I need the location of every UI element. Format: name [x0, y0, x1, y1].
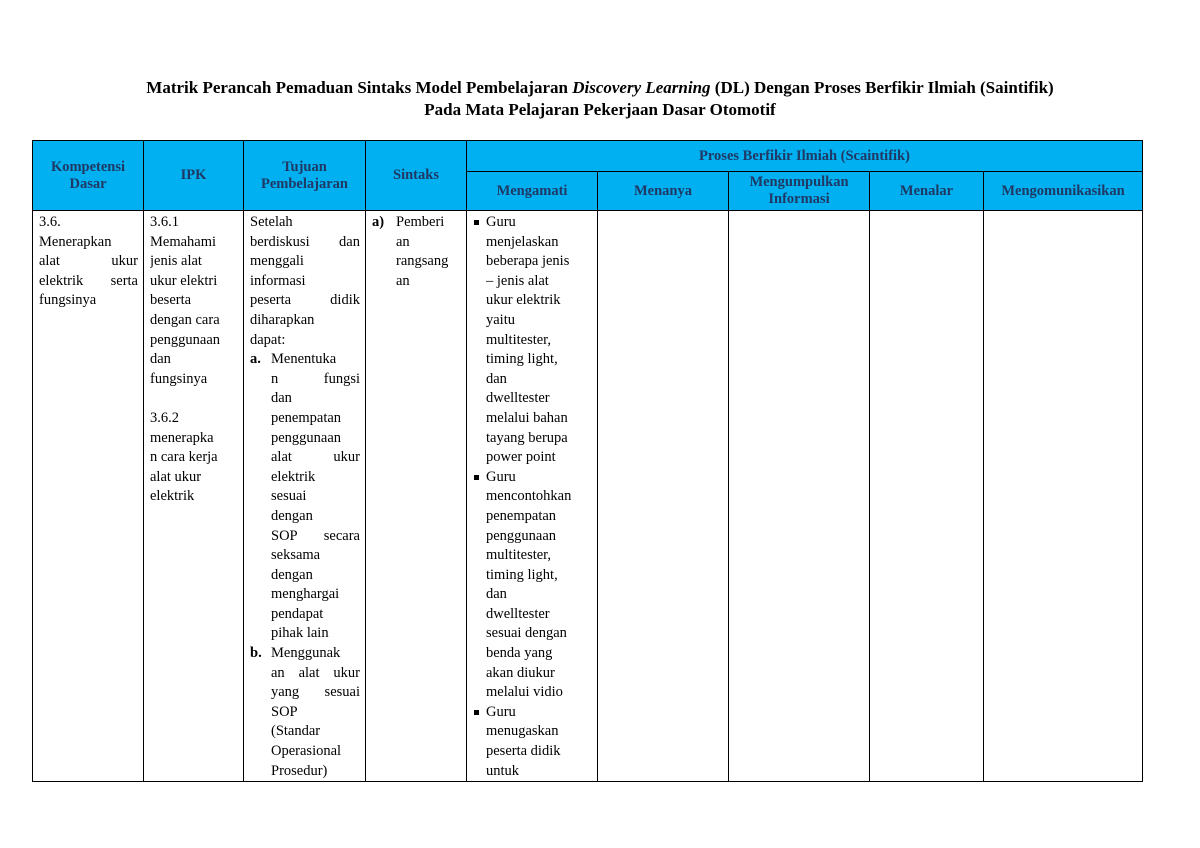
tujuan-item-line: seksama — [271, 547, 321, 564]
mengamati-bullet-text — [486, 468, 592, 703]
header-sintaks: Sintaks — [366, 141, 467, 211]
mengamati-bullet-line: penggunaan — [486, 527, 557, 544]
mengamati-bullet-line: yaitu — [486, 311, 515, 328]
title-prefix: Matrik Perancah Pemaduan Sintaks Model Pembelajaran — [146, 78, 573, 97]
sintaks-item-line: an — [396, 272, 410, 289]
tujuan-item-line: sesuai — [271, 488, 307, 505]
matrix-table — [32, 140, 1143, 782]
mengamati-bullet-line: dan — [486, 586, 507, 603]
tujuan-item-line: yang sesuai — [271, 684, 360, 701]
kd-paragraph-line: elektrik serta — [39, 272, 138, 289]
cell-menanya — [598, 211, 729, 782]
cell-mengomunikasikan — [984, 211, 1143, 782]
document-title — [0, 77, 1200, 121]
ipk-paragraph-line: fungsinya — [150, 370, 208, 387]
tujuan-item-line: an alat ukur — [271, 664, 360, 681]
mengamati-bullet-line: dan — [486, 370, 507, 387]
tujuan-intro — [250, 213, 360, 350]
sintaks-item-text — [396, 213, 461, 291]
tujuan-item-line: dan — [271, 390, 292, 407]
mengamati-bullet-line: timing light, — [486, 351, 558, 368]
tujuan-item-line: menghargai — [271, 586, 340, 603]
tujuan-item-text — [271, 644, 360, 781]
title-line-2: Pada Mata Pelajaran Pekerjaan Dasar Otomotif — [424, 100, 776, 119]
mengamati-bullet-line: menjelaskan — [486, 233, 559, 250]
mengamati-bullet-line: melalui vidio — [486, 684, 563, 701]
header-kompetensi-dasar-line: Dasar — [69, 175, 107, 192]
mengamati-bullet-line: – jenis alat — [486, 272, 549, 289]
header-ipk: IPK — [144, 141, 244, 211]
header-mengumpulkan-informasi — [729, 172, 870, 211]
mengamati-bullet-line: benda yang — [486, 645, 553, 662]
square-bullet-icon — [473, 468, 486, 488]
mengamati-bullet-line: dwelltester — [486, 605, 550, 622]
tujuan-intro-line: informasi — [250, 272, 306, 289]
tujuan-item-line: Operasional — [271, 743, 342, 760]
header-mengumpulkan-informasi-line: Mengumpulkan — [749, 174, 849, 190]
tujuan-item-line: penempatan — [271, 409, 342, 426]
tujuan-item-line: Prosedur) — [271, 762, 328, 779]
mengamati-bullet-line: power point — [486, 449, 556, 466]
list-marker: a) — [372, 214, 385, 230]
header-kompetensi-dasar-line: Kompetensi — [50, 158, 126, 175]
ipk-paragraph-line: beserta — [150, 292, 192, 309]
tujuan-intro-line: Setelah — [250, 214, 293, 230]
header-tujuan-pembelajaran — [244, 141, 366, 211]
mengamati-bullet-line: untuk — [486, 762, 520, 779]
mengamati-bullet-line: ukur elektrik — [486, 292, 561, 309]
tujuan-item-line: Menentuka — [271, 351, 337, 368]
mengamati-bullet-line: multitester, — [486, 331, 552, 348]
tujuan-item-line: Menggunak — [271, 645, 341, 662]
tujuan-intro-line: menggali — [250, 253, 304, 270]
cell-tujuan-pembelajaran — [244, 211, 366, 782]
mengamati-bullet — [473, 213, 592, 468]
mengamati-bullet — [473, 703, 592, 781]
title-italic-term: Discovery Learning — [572, 78, 711, 97]
tujuan-item — [250, 644, 360, 781]
mengamati-bullet — [473, 468, 592, 703]
kd-paragraph-line: 3.6. — [39, 214, 61, 230]
ipk-paragraph-line: penggunaan — [150, 331, 221, 348]
cell-mengamati — [467, 211, 598, 782]
ipk-paragraph-line: dan — [150, 351, 171, 368]
cell-mengumpulkan-informasi — [729, 211, 870, 782]
mengamati-bullet-line: Guru — [486, 214, 516, 230]
sintaks-item-line: rangsang — [396, 253, 449, 270]
sintaks-item-line: Pemberi — [396, 214, 445, 230]
tujuan-item-line: pihak lain — [271, 625, 329, 642]
tujuan-item — [250, 350, 360, 644]
sintaks-item-line: an — [396, 233, 410, 250]
ipk-paragraph-line: alat ukur — [150, 468, 202, 485]
mengamati-bullet-line: timing light, — [486, 566, 558, 583]
cell-ipk — [144, 211, 244, 782]
sintaks-item — [372, 213, 461, 291]
tujuan-item-line: SOP — [271, 703, 298, 720]
ipk-paragraph — [150, 409, 238, 507]
tujuan-item-line: penggunaan — [271, 429, 342, 446]
ipk-paragraph — [150, 213, 238, 389]
tujuan-intro-line: berdiskusi dan — [250, 233, 360, 250]
cell-kompetensi-dasar — [33, 211, 144, 782]
kd-paragraph-line: Menerapkan — [39, 233, 112, 250]
header-mengamati: Mengamati — [467, 172, 598, 211]
mengamati-bullet-line: tayang berupa — [486, 429, 568, 446]
kd-paragraph — [39, 213, 138, 311]
tujuan-intro-line: diharapkan — [250, 311, 315, 328]
table-body — [33, 211, 1143, 782]
mengamati-bullet-line: melalui bahan — [486, 409, 568, 426]
mengamati-bullet-text — [486, 703, 592, 781]
list-marker: b. — [250, 645, 262, 662]
tujuan-intro-line: peserta didik — [250, 292, 360, 309]
table-row — [33, 211, 1143, 782]
header-menanya: Menanya — [598, 172, 729, 211]
header-kompetensi-dasar — [33, 141, 144, 211]
mengamati-bullet-text — [486, 213, 592, 468]
ipk-paragraph-line: 3.6.1 — [150, 214, 179, 230]
mengamati-bullet-line: Guru — [486, 468, 516, 485]
ipk-paragraph-line: Memahami — [150, 233, 217, 250]
mengamati-bullet-line: menugaskan — [486, 723, 559, 740]
mengamati-bullet-line: dwelltester — [486, 390, 550, 407]
ipk-paragraph-line: 3.6.2 — [150, 409, 179, 426]
ipk-paragraph-line: dengan cara — [150, 311, 220, 328]
mengamati-bullet-line: beberapa jenis — [486, 253, 570, 270]
list-marker: a. — [250, 351, 261, 368]
header-row-1 — [33, 141, 1143, 172]
ipk-paragraph-line: menerapka — [150, 429, 214, 446]
header-tujuan-pembelajaran-line: Tujuan — [282, 158, 327, 175]
ipk-paragraph-line: elektrik — [150, 488, 195, 505]
table-header — [33, 141, 1143, 211]
title-line-1 — [0, 77, 1200, 99]
tujuan-item-line: dengan — [271, 566, 313, 583]
tujuan-intro-line: dapat: — [250, 331, 286, 348]
tujuan-item-line: pendapat — [271, 605, 324, 622]
tujuan-item-line: elektrik — [271, 468, 316, 485]
tujuan-item-text — [271, 350, 360, 644]
mengamati-bullet-line: akan diukur — [486, 664, 555, 681]
tujuan-item-line: (Standar — [271, 723, 321, 740]
square-bullet-icon — [473, 703, 486, 723]
header-proses-berfikir-ilmiah: Proses Berfikir Ilmiah (Scaintifik) — [467, 141, 1143, 172]
mengamati-bullet-line: multitester, — [486, 547, 552, 564]
kd-paragraph-line: fungsinya — [39, 292, 97, 309]
mengamati-bullet-line: sesuai dengan — [486, 625, 567, 642]
square-bullet-icon — [473, 213, 486, 233]
ipk-paragraph-line: jenis alat — [150, 253, 202, 270]
tujuan-item-line: SOP secara — [271, 527, 360, 544]
tujuan-item-line: alat ukur — [271, 449, 360, 466]
tujuan-item-line: dengan — [271, 507, 313, 524]
tujuan-item-line: n fungsi — [271, 370, 360, 387]
cell-menalar — [870, 211, 984, 782]
mengamati-bullet-line: Guru — [486, 703, 516, 720]
header-menalar: Menalar — [870, 172, 984, 211]
cell-sintaks — [366, 211, 467, 782]
ipk-paragraph-line: ukur elektri — [150, 272, 218, 289]
mengamati-bullet-line: peserta didik — [486, 743, 561, 760]
title-suffix: (DL) Dengan Proses Berfikir Ilmiah (Saintifik) — [710, 78, 1054, 97]
header-tujuan-pembelajaran-line: Pembelajaran — [261, 175, 348, 192]
ipk-paragraph-line: n cara kerja — [150, 449, 218, 466]
header-mengumpulkan-informasi-line: Informasi — [768, 191, 830, 207]
kd-paragraph-line: alat ukur — [39, 253, 138, 270]
mengamati-bullet-line: penempatan — [486, 507, 557, 524]
mengamati-bullet-line: mencontohkan — [486, 488, 572, 505]
header-mengomunikasikan: Mengomunikasikan — [984, 172, 1143, 211]
